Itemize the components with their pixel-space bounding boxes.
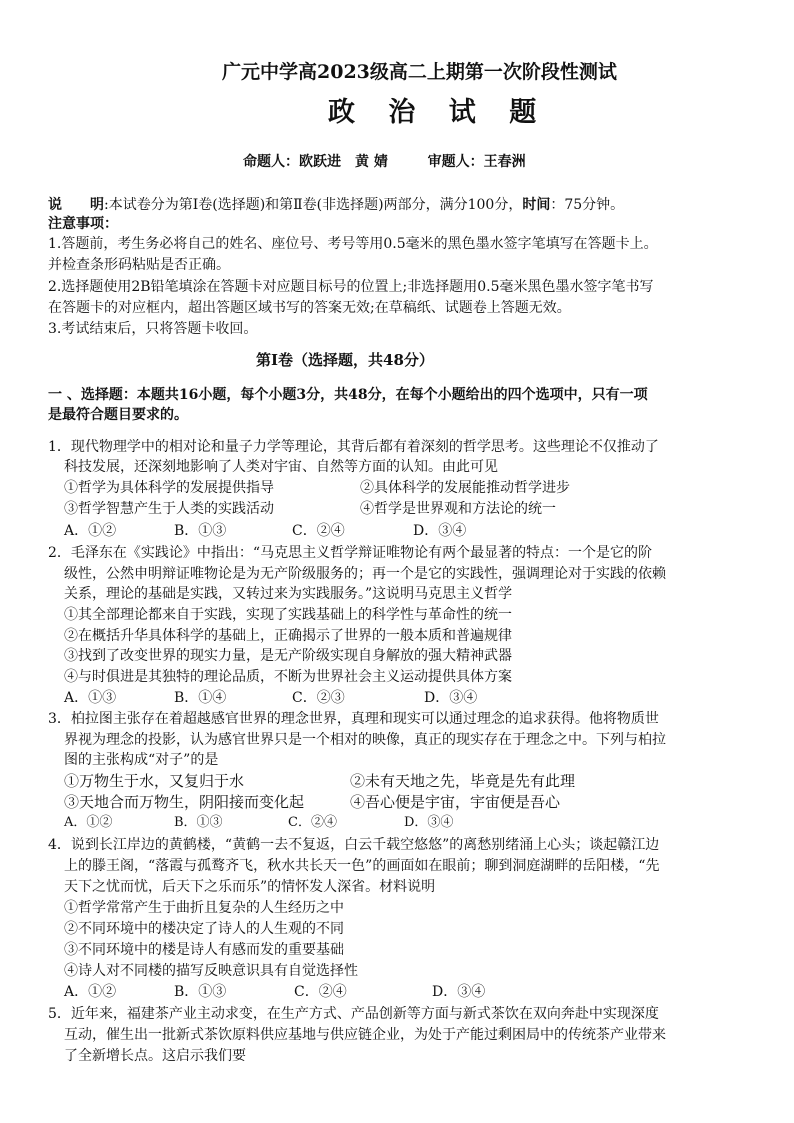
- statement: ④哲学是世界观和方法论的统一: [360, 501, 556, 517]
- note-line: 1.答题前，考生务必将自己的姓名、座位号、考号等用0.5毫米的黑色墨水签字笔填写在答题卡上。: [48, 236, 658, 252]
- note-line: 2.选择题使用2B铅笔填涂在答题卡对应题目标号的位置上;非选择题用0.5毫米黑色墨水签字笔书写: [48, 279, 654, 295]
- question-stem-line: 5．近年来，福建茶产业主动求变，在生产方式、产品创新等方面与新式茶饮在双向奔赴中实现深度: [48, 1006, 659, 1022]
- exam-title: 广元中学高2023级高二上期第一次阶段性测试: [222, 61, 617, 83]
- statement: ③找到了改变世界的现实力量，是无产阶级实现自身解放的强大精神武器: [64, 648, 512, 664]
- question-stem-line: 互动，催生出一批新式茶饮原料供应基地与供应链企业，为处于产能过剩困局中的传统茶产业带来: [64, 1027, 666, 1043]
- statement: ③天地合而万物生，阴阳接而变化起: [64, 793, 305, 811]
- description-text: :本试卷分为第Ⅰ卷(选择题)和第Ⅱ卷(非选择题)两部分，满分100分，: [104, 197, 523, 213]
- statement: ③哲学智慧产生于人类的实践活动: [64, 501, 274, 517]
- option-b: B．①④: [174, 690, 227, 706]
- option-b: B．①③: [174, 984, 227, 1000]
- reviewer-name: 王春洲: [483, 154, 526, 170]
- time-text: ：75分钟。: [550, 197, 625, 213]
- note-line: 3.考试结束后，只将答题卡收回。: [48, 321, 258, 337]
- question-stem-line: 3．柏拉图主张存在着超越感官世界的理念世界，真理和现实可以通过理念的追求获得。他将物质世: [48, 711, 659, 727]
- option-a: A．①②: [64, 984, 117, 1000]
- statement: ①哲学为具体科学的发展提供指导: [64, 480, 274, 496]
- statement: ①哲学常常产生于曲折且复杂的人生经历之中: [64, 900, 344, 916]
- time-label: 时间: [522, 197, 551, 213]
- question-stem-line: 上的滕王阁，“落霞与孤鹜齐飞，秋水共长天一色”的画面如在眼前；聊到洞庭湖畔的岳阳楼，“先: [64, 858, 660, 874]
- question-stem-line: 关系，理论的基础是实践，又转过来为实践服务。”这说明马克思主义哲学: [64, 586, 513, 602]
- option-c: C．②④: [288, 815, 337, 830]
- section-title: 第Ⅰ卷（选择题，共48分）: [256, 351, 434, 369]
- option-a: A．①②: [64, 815, 113, 830]
- option-d: D．③④: [432, 984, 486, 1000]
- statement: ①万物生于水，又复归于水: [64, 772, 245, 790]
- question-stem-line: 2．毛泽东在《实践论》中指出：“马克思主义哲学辩证唯物论有两个最显著的特点：一个是它的阶: [48, 545, 653, 561]
- question-stem-line: 图的主张构成“对子”的是: [64, 752, 219, 768]
- note-line: 在答题卡的对应框内，超出答题区域书写的答案无效;在草稿纸、试题卷上答题无效。: [48, 300, 571, 316]
- statement: ②具体科学的发展能推动哲学进步: [360, 480, 570, 496]
- setters-names: 欧跃进 黄 婧: [299, 154, 388, 170]
- statement: ②不同环境中的楼决定了诗人的人生观的不同: [64, 921, 344, 937]
- setters-label: 命题人：: [243, 154, 299, 170]
- option-b: B．①③: [174, 815, 223, 830]
- question-stem-line: 天下之忧而忧，后天下之乐而乐”的情怀发人深省。材料说明: [64, 879, 436, 895]
- question-stem-line: 界视为理念的投影，认为感官世界只是一个相对的映像，真正的现实存在于理念之中。下列与柏拉: [64, 732, 666, 748]
- statement: ②未有天地之先，毕竟是先有此理: [350, 772, 576, 790]
- subject-title: 政 治 试 题: [328, 97, 549, 128]
- question-stem-line: 1．现代物理学中的相对论和量子力学等理论，其背后都有着深刻的哲学思考。这些理论不仅推动了: [48, 439, 659, 455]
- statement: ④诗人对不同楼的描写反映意识具有自觉选择性: [64, 963, 358, 979]
- section-intro: 是最符合题目要求的。: [48, 407, 188, 423]
- option-c: C．②③: [292, 690, 345, 706]
- option-c: C．②④: [294, 984, 347, 1000]
- statement: ④与时俱进是其独特的理论品质，不断为世界社会主义运动提供具体方案: [64, 669, 512, 685]
- question-stem-line: 级性，公然申明辩证唯物论是为无产阶级服务的；再一个是它的实践性，强调理论对于实践的依赖: [64, 566, 666, 582]
- statement: ③不同环境中的楼是诗人有感而发的重要基础: [64, 942, 344, 958]
- option-d: D．③④: [404, 815, 454, 830]
- notes-title: 注意事项：: [48, 216, 118, 232]
- option-d: D．③④: [424, 690, 478, 706]
- section-intro: 一 、选择题：本题共16小题，每个小题3分，共48分，在每个小题给出的四个选项中，只有一项: [48, 387, 648, 403]
- statement: ④吾心便是宇宙，宇宙便是吾心: [350, 793, 561, 811]
- setters-line: [243, 152, 526, 172]
- note-line: 并检查条形码粘贴是否正确。: [48, 257, 230, 273]
- question-stem-line: 4．说到长江岸边的黄鹤楼，“黄鹤一去不复返，白云千载空悠悠”的离愁别绪涌上心头；谈起赣江边: [48, 837, 660, 853]
- question-stem-line: 科技发展，还深刻地影响了人类对宇宙、自然等方面的认知。由此可见: [64, 459, 498, 475]
- exam-description: [48, 195, 624, 215]
- option-d: D．③④: [413, 523, 467, 539]
- description-label: 说 明: [48, 197, 104, 213]
- statement: ①其全部理论都来自于实践，实现了实践基础上的科学性与革命性的统一: [64, 607, 512, 623]
- option-a: A．①③: [64, 690, 117, 706]
- statement: ②在概括升华具体科学的基础上，正确揭示了世界的一般本质和普遍规律: [64, 628, 512, 644]
- option-a: A．①②: [64, 523, 117, 539]
- reviewer-label: 审题人：: [427, 154, 484, 170]
- option-c: C．②④: [292, 523, 345, 539]
- option-b: B．①③: [174, 523, 227, 539]
- question-stem-line: 了全新增长点。这启示我们要: [64, 1048, 246, 1064]
